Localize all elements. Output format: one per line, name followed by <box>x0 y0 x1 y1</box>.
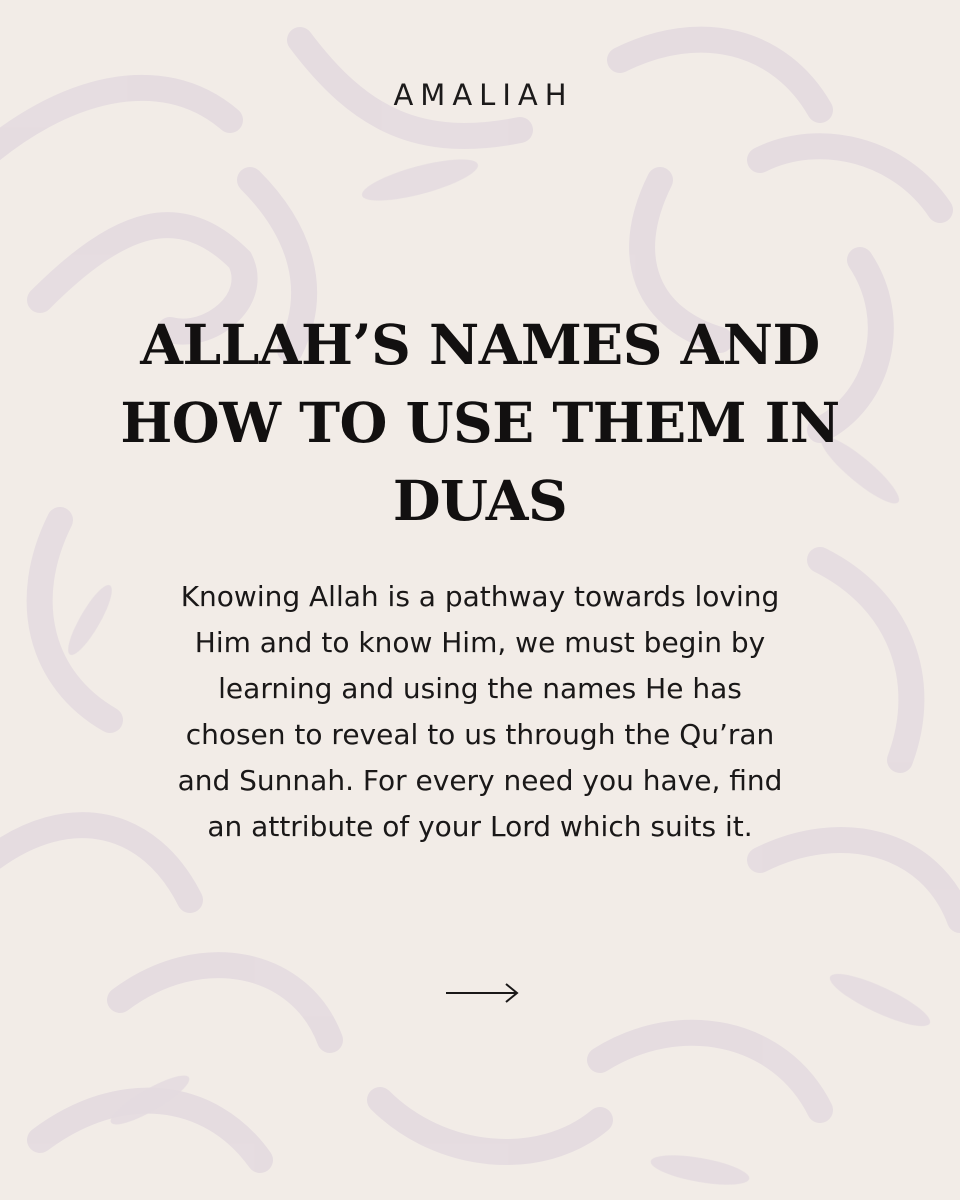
brand-logo: AMALIAH <box>393 78 574 112</box>
page-title: ALLAH’S NAMES AND HOW TO USE THEM IN DUAS <box>120 312 840 533</box>
body-text: Knowing Allah is a pathway towards loving Him and to know Him, we must begin by learning and using the names He has chosen to reveal to us through the Qu’ran and Sunnah. For every need you have, find an attribute of your Lord which suits it. <box>177 580 783 843</box>
arrow-right-icon[interactable] <box>444 978 520 1008</box>
